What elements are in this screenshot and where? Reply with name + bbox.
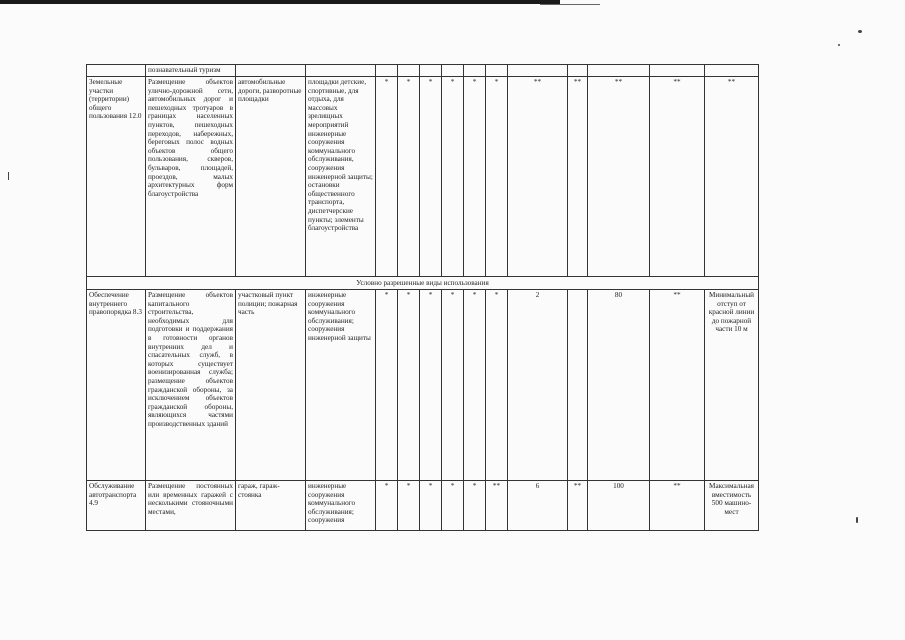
cell-aux-objects: инженерные сооружения коммунального обслуживания; сооружения инженерной защиты — [306, 290, 376, 481]
table-row — [87, 65, 759, 77]
cell-param-note: ** — [705, 77, 759, 277]
cell-usage-name: Обслуживание автотранспорта 4.9 — [87, 481, 146, 531]
table-section-header — [87, 277, 759, 290]
cell-param — [650, 65, 705, 77]
cell-param — [398, 65, 420, 77]
cell-param: ** — [650, 290, 705, 481]
cell-param: * — [398, 77, 420, 277]
cell-param — [508, 65, 568, 77]
cell-description: познавательный туризм — [146, 65, 236, 77]
cell-param — [376, 65, 398, 77]
section-title: Условно разрешенные виды использования — [87, 277, 759, 290]
scan-top-border — [0, 0, 560, 4]
scan-speck — [858, 30, 862, 33]
scan-speck — [8, 172, 9, 180]
cell-param: 2 — [508, 290, 568, 481]
scan-speck — [838, 44, 840, 46]
cell-usage-name: Земельные участки (территории) общего пользования 12.0 — [87, 77, 146, 277]
cell-param: 80 — [588, 290, 650, 481]
cell-param: * — [464, 290, 486, 481]
cell-param: ** — [650, 77, 705, 277]
scan-speck — [856, 517, 858, 523]
cell-param: * — [420, 77, 442, 277]
cell-param — [442, 65, 464, 77]
cell-description: Размещение постоянных или временных гаражей с несколькими стояночными местами, — [146, 481, 236, 531]
table-row — [87, 481, 759, 531]
table-row — [87, 290, 759, 481]
cell-param: * — [376, 481, 398, 531]
cell-param: ** — [568, 481, 588, 531]
cell-param: 6 — [508, 481, 568, 531]
cell-main-objects: участковый пункт полиции; пожарная часть — [236, 290, 306, 481]
cell-param — [568, 290, 588, 481]
cell-param — [464, 65, 486, 77]
cell-param — [568, 65, 588, 77]
cell-param: * — [376, 290, 398, 481]
cell-param-note: Минимальный отступ от красной линии до пожарной части 10 м — [705, 290, 759, 481]
cell-param: * — [376, 77, 398, 277]
cell-param: * — [442, 77, 464, 277]
scan-top-border-trail — [540, 4, 600, 5]
cell-aux-objects — [306, 65, 376, 77]
land-use-regulations-table — [86, 64, 759, 531]
cell-param: ** — [508, 77, 568, 277]
cell-param-note: Максимальная вместимость 500 машино-мест — [705, 481, 759, 531]
cell-param: * — [464, 481, 486, 531]
cell-param: * — [486, 290, 508, 481]
cell-param: ** — [486, 481, 508, 531]
cell-param — [420, 65, 442, 77]
cell-param: ** — [568, 77, 588, 277]
cell-usage-name — [87, 65, 146, 77]
cell-param: * — [398, 290, 420, 481]
cell-usage-name: Обеспечение внутреннего правопорядка 8.3 — [87, 290, 146, 481]
cell-param: * — [442, 290, 464, 481]
cell-description: Размещение объектов капитального строительства, необходимых для подготовки и поддержания в готовности органов внутренних дел и спасательных служб, в которых существует военизированная служба; размещение объектов гражданской обороны, за исключением объектов гражданской обороны, являющихся частями производственных зданий — [146, 290, 236, 481]
cell-param: * — [420, 290, 442, 481]
table-row — [87, 77, 759, 277]
cell-param: * — [464, 77, 486, 277]
cell-param — [486, 65, 508, 77]
cell-param: ** — [650, 481, 705, 531]
cell-main-objects — [236, 65, 306, 77]
cell-param: 100 — [588, 481, 650, 531]
cell-param: * — [420, 481, 442, 531]
cell-param: * — [486, 77, 508, 277]
cell-param: ** — [588, 77, 650, 277]
cell-main-objects: гараж, гараж-стоянка — [236, 481, 306, 531]
cell-aux-objects: площадки детские, спортивные, для отдыха, для массовых зрелищных мероприятий инженерные сооружения коммунального обслуживания, сооружения инженерной защиты; остановки общественного транспорта, диспетчерские пункты; элементы благоустройства — [306, 77, 376, 277]
cell-main-objects: автомобильные дороги, разворотные площадки — [236, 77, 306, 277]
cell-param: * — [442, 481, 464, 531]
cell-param — [588, 65, 650, 77]
cell-aux-objects: инженерные сооружения коммунального обслуживания; сооружения — [306, 481, 376, 531]
cell-param: * — [398, 481, 420, 531]
cell-description: Размещение объектов улично-дорожной сети, автомобильных дорог и пешеходных тротуаров в границах населенных пунктов, пешеходных переходов, набережных, береговых полос водных объектов общего пользования, скверов, бульваров, площадей, проездов, малых архитектурных форм благоустройства — [146, 77, 236, 277]
cell-param-note — [705, 65, 759, 77]
